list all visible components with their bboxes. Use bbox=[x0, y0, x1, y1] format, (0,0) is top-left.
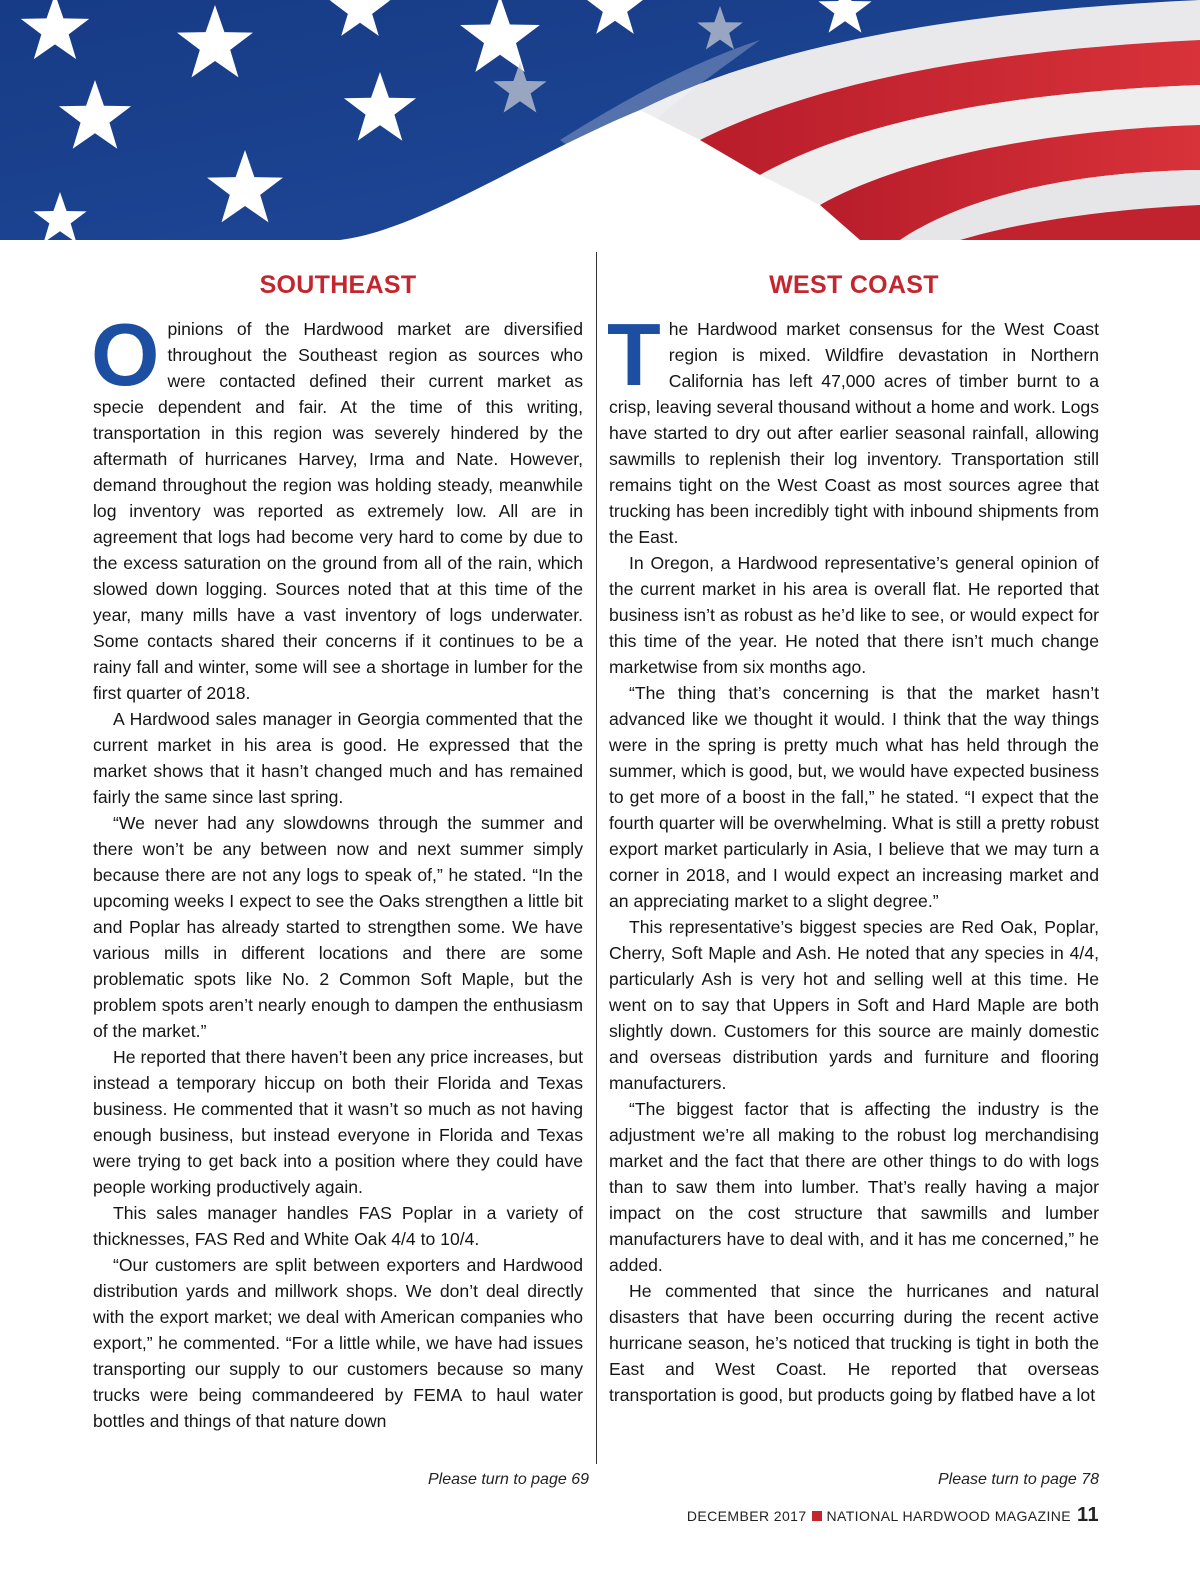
continued-on-page-right: Please turn to page 78 bbox=[937, 1471, 1099, 1488]
paragraph: This representative’s biggest species are Red Oak, Poplar, Cherry, Soft Maple and Ash. He noted that any species in 4/4, particularly Ash is very hot and selling well at this time. He went on to say that Uppers in Soft and Hard Maple are both slightly down. Customers for this source are mainly domestic and overseas distribution yards and furniture and flooring manufacturers. bbox=[609, 917, 1099, 1093]
paragraph: “Our customers are split between exporters and Hardwood distribution yards and millwork shops. We don’t deal directly with the export market; we deal with American companies who export,” he commented. “For a little while, we have had issues transporting our supply to our customers because so many trucks were being commandeered by FEMA to haul water bottles and things of that nature down bbox=[93, 1255, 583, 1431]
continued-on-page-left: Please turn to page 69 bbox=[427, 1471, 589, 1488]
drop-cap: O bbox=[91, 305, 160, 404]
paragraph: This sales manager handles FAS Poplar in a variety of thicknesses, FAS Red and White Oak 4/4 to 10/4. bbox=[93, 1203, 583, 1249]
section-heading-southeast: SOUTHEAST bbox=[259, 271, 417, 299]
flag-banner-image bbox=[0, 0, 1200, 240]
paragraph: A Hardwood sales manager in Georgia commented that the current market in his area is good. He expressed that the market shows that it hasn’t changed much and has remained fairly the same since last spring. bbox=[93, 709, 583, 807]
paragraph: “The thing that’s concerning is that the market hasn’t advanced like we thought it would. I think that the way things were in the spring is pretty much what has held through the summer, which is good, but, we would have expected business to get more of a boost in the fall,” he stated. “I expect that the fourth quarter will be overwhelming. What is still a pretty robust export market particularly in Asia, I believe that we may turn a corner in 2018, and I would expect an increasing market and an appreciating market to a slight degree.” bbox=[609, 683, 1099, 911]
red-square-icon bbox=[812, 1511, 822, 1521]
article-body-southeast bbox=[91, 305, 583, 1434]
article-body-west-coast bbox=[607, 305, 1099, 1408]
page-number: 11 bbox=[1077, 1504, 1099, 1526]
page-footer bbox=[687, 1504, 1099, 1527]
southeast-column bbox=[93, 266, 583, 1434]
paragraph: “The biggest factor that is affecting the industry is the adjustment we’re all making to the robust log merchandising market and the fact that there are other things to do with logs than to saw them into lumber. That’s really having a major impact on the cost structure that sawmills and lumber manufacturers have to deal with, and it has me concerned,” he added. bbox=[609, 1099, 1099, 1275]
paragraph: In Oregon, a Hardwood representative’s general opinion of the current market in his area is overall flat. He reported that business isn’t as robust as he’d like to see, or would expect for this time of the year. He noted that there isn’t much change marketwise from six months ago. bbox=[609, 553, 1099, 677]
paragraph: “We never had any slowdowns through the summer and there won’t be any between now and next summer simply because there are not any logs to speak of,” he stated. “In the upcoming weeks I expect to see the Oaks strengthen a little bit and Poplar has already started to strengthen some. We have various mills in different locations and there are some problematic spots like No. 2 Common Soft Maple, but the problem spots aren’t nearly enough to dampen the enthusiasm of the market.” bbox=[93, 813, 583, 1041]
section-heading-west-coast: WEST COAST bbox=[769, 271, 939, 299]
paragraph: Opinions of the Hardwood market are diversified throughout the Southeast region as sources who were contacted defined their current market as specie dependent and fair. At the time of this writing, transportation in this region was severely hindered by the aftermath of hurricanes Harvey, Irma and Nate. However, demand throughout the region was holding steady, meanwhile log inventory was reported as extremely low. All are in agreement that logs had become very hard to come by due to the excess saturation on the ground from all of the rain, which slowed down logging. Sources noted that at this time of the year, many mills have a vast inventory of logs underwater. Some contacts shared their concerns if it continues to be a rainy fall and winter, some will see a shortage in lumber for the first quarter of 2018. bbox=[91, 305, 583, 703]
drop-cap: T bbox=[607, 305, 661, 404]
issue-date: DECEMBER 2017 bbox=[686, 1507, 807, 1524]
paragraph: He reported that there haven’t been any price increases, but instead a temporary hiccup on both their Florida and Texas business. He commented that it wasn’t so much as not having enough business, but instead everyone in Florida and Texas were trying to get back into a position where they could have people working productively again. bbox=[93, 1047, 583, 1197]
column-divider bbox=[596, 252, 597, 1464]
paragraph: The Hardwood market consensus for the West Coast region is mixed. Wildfire devastation in Northern California has left 47,000 acres of timber burnt to a crisp, leaving several thousand without a home and work. Logs have started to dry out after earlier seasonal rainfall, allowing sawmills to replenish their log inventory. Transportation still remains tight on the West Coast as most sources agree that trucking has been incredibly tight with inbound shipments from the East. bbox=[607, 305, 1099, 547]
magazine-name: NATIONAL HARDWOOD MAGAZINE bbox=[826, 1507, 1072, 1524]
west-coast-column bbox=[609, 266, 1099, 1408]
paragraph: He commented that since the hurricanes and natural disasters that have been occurring during the recent active hurricane season, he’s noticed that trucking is tight in both the East and West Coast. He reported that overseas transportation is good, but products going by flatbed have a lot bbox=[609, 1281, 1099, 1405]
